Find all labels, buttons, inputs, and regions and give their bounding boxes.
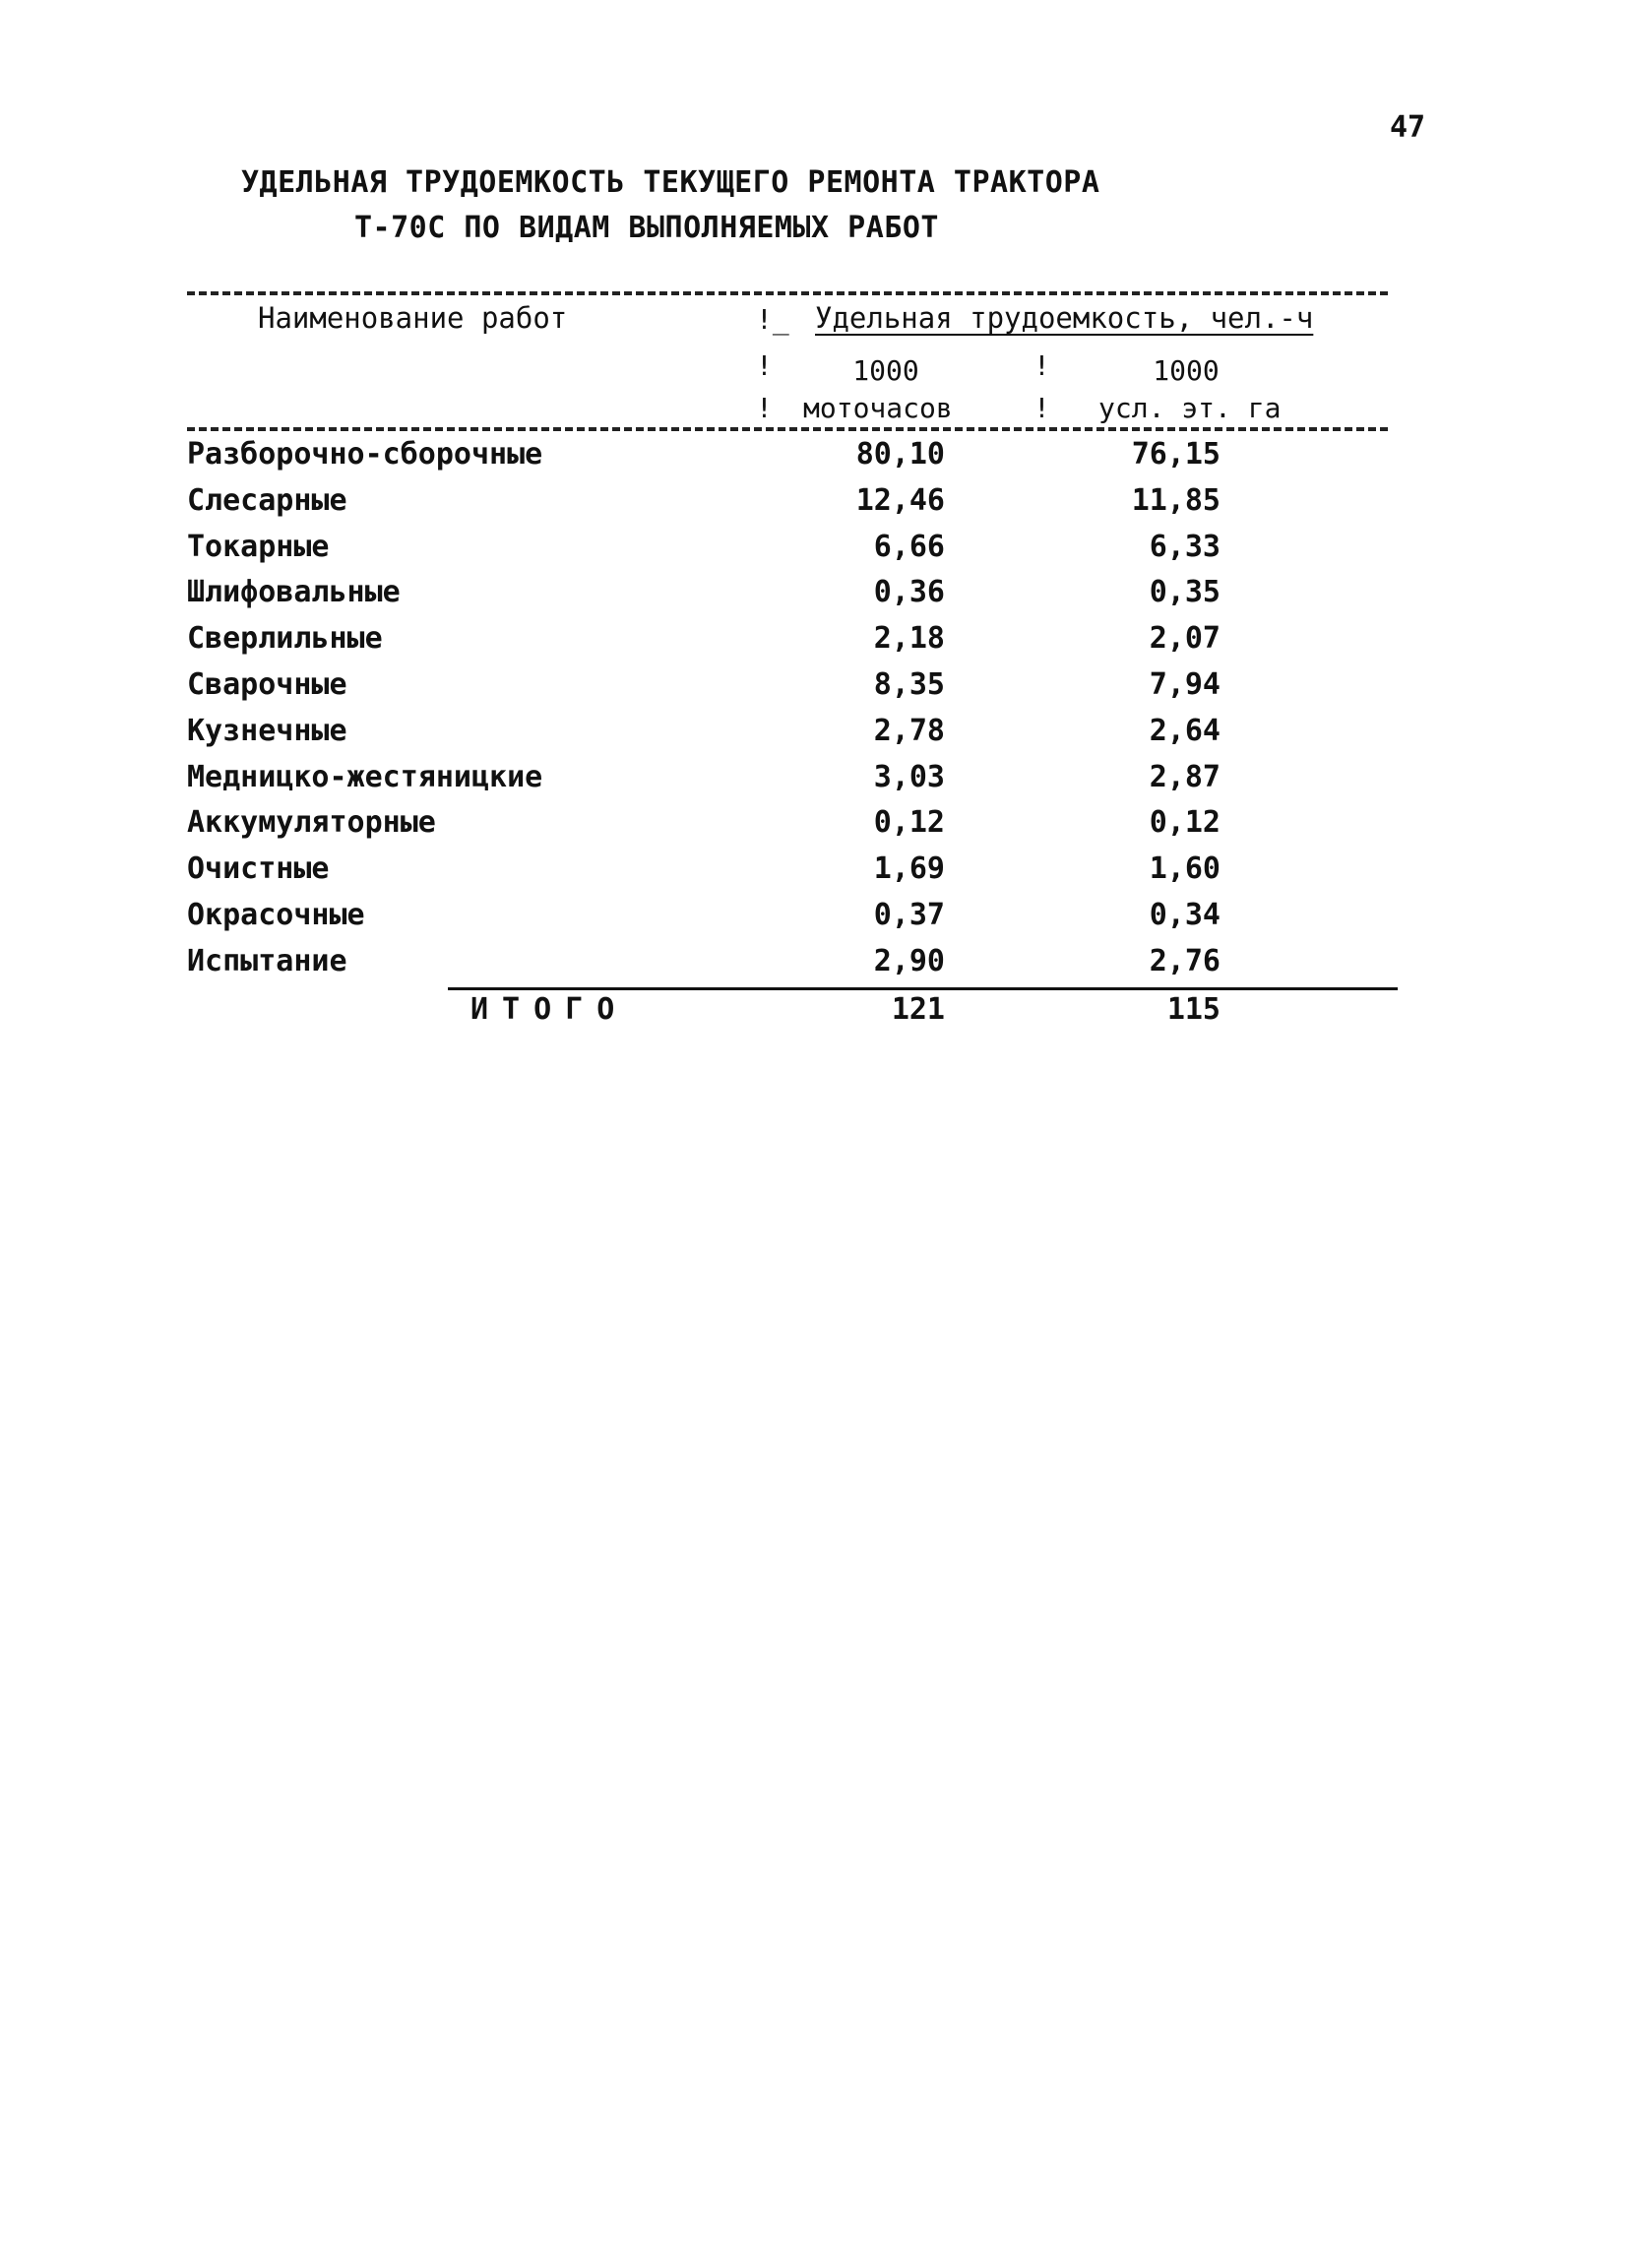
table-row	[187, 575, 1408, 621]
row-name: Кузнечные	[187, 713, 347, 748]
page-title-line-1: УДЕЛЬНАЯ ТРУДОЕМКОСТЬ ТЕКУЩЕГО РЕМОНТА ТРАКТОРА	[241, 165, 1100, 200]
row-value-motohours: 2,90	[873, 943, 945, 978]
table-row	[187, 667, 1408, 714]
row-value-hectares: 0,12	[1149, 805, 1221, 841]
header-col2-line1: 1000	[1153, 354, 1220, 387]
row-name: Сверлильные	[187, 621, 383, 657]
row-name: Медницко-жестяницкие	[187, 759, 543, 794]
row-name: Сварочные	[187, 666, 347, 702]
total-value-motohours: 121	[891, 992, 945, 1027]
row-name: Окрасочные	[187, 897, 365, 932]
row-name: Очистные	[187, 851, 330, 887]
table-row	[187, 805, 1408, 851]
row-value-motohours: 1,69	[873, 851, 945, 887]
row-value-motohours: 2,18	[873, 621, 945, 657]
table-body	[187, 437, 1408, 990]
table-row	[187, 437, 1408, 483]
column-separator: !	[756, 392, 773, 424]
row-name: Слесарные	[187, 482, 347, 518]
row-value-motohours: 2,78	[873, 713, 945, 748]
table-top-rule	[187, 291, 1388, 295]
row-value-hectares: 2,64	[1149, 713, 1221, 748]
total-value-hectares: 115	[1166, 992, 1221, 1027]
row-value-hectares: 0,34	[1149, 897, 1221, 932]
header-group-label: Удельная трудоемкость, чел.-ч	[815, 301, 1314, 335]
row-value-hectares: 2,76	[1149, 943, 1221, 978]
row-name: Разборочно-сборочные	[187, 437, 543, 472]
table-row	[187, 944, 1408, 990]
total-label: ИТОГО	[470, 992, 629, 1027]
row-value-motohours: 6,66	[873, 529, 945, 564]
row-value-hectares: 2,87	[1149, 759, 1221, 794]
row-value-motohours: 3,03	[873, 759, 945, 794]
page-title-line-2: Т-70С ПО ВИДАМ ВЫПОЛНЯЕМЫХ РАБОТ	[354, 211, 939, 245]
header-col1-line2: моточасов	[803, 392, 953, 424]
header-col1-line1: 1000	[852, 354, 919, 387]
table-row	[187, 898, 1408, 944]
row-value-motohours: 0,12	[873, 805, 945, 841]
row-name: Испытание	[187, 943, 347, 978]
table-header-rule	[187, 427, 1388, 431]
row-value-motohours: 12,46	[855, 482, 945, 518]
row-value-hectares: 76,15	[1131, 437, 1221, 472]
row-value-hectares: 6,33	[1149, 529, 1221, 564]
table-row	[187, 621, 1408, 667]
row-value-hectares: 2,07	[1149, 621, 1221, 657]
table-row	[187, 714, 1408, 760]
table-row	[187, 851, 1408, 898]
row-name: Токарные	[187, 529, 330, 564]
column-separator: !	[1033, 349, 1050, 382]
row-value-hectares: 11,85	[1131, 482, 1221, 518]
page-number: 47	[1390, 110, 1426, 145]
row-value-hectares: 0,35	[1149, 575, 1221, 610]
row-name: Аккумуляторные	[187, 805, 436, 841]
row-value-motohours: 0,37	[873, 897, 945, 932]
header-col2-line2: усл. эт. га	[1098, 392, 1282, 424]
row-value-hectares: 1,60	[1149, 851, 1221, 887]
header-name-column: Наименование работ	[258, 301, 568, 335]
table-row	[187, 483, 1408, 530]
row-name: Шлифовальные	[187, 575, 401, 610]
row-value-motohours: 0,36	[873, 575, 945, 610]
table-row	[187, 530, 1408, 576]
column-separator: !	[756, 349, 773, 382]
column-separator: !	[1033, 392, 1050, 424]
column-separator: !_	[756, 303, 789, 336]
row-value-motohours: 8,35	[873, 666, 945, 702]
row-value-motohours: 80,10	[855, 437, 945, 472]
table-row	[187, 760, 1408, 806]
row-value-hectares: 7,94	[1149, 666, 1221, 702]
total-rule	[448, 987, 1398, 990]
